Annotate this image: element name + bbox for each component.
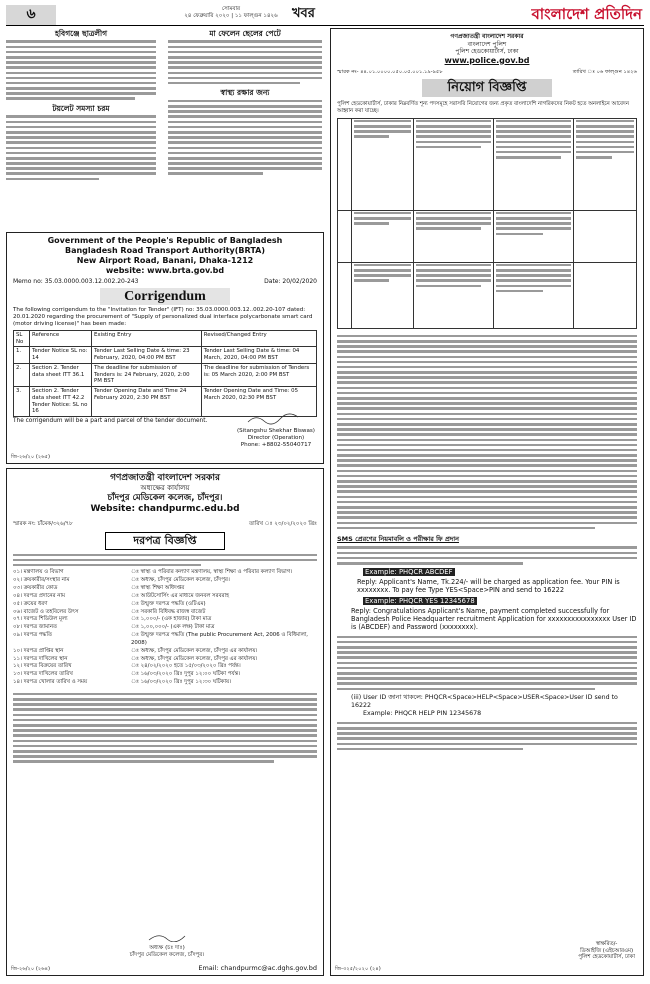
cmc-email: Email: chandpurmc@ac.dghs.gov.bd xyxy=(198,963,317,972)
brta-code: জি-২৬/২০ (২৬৫) xyxy=(11,453,51,460)
brta-signature: (Sitangshu Shekhar Biswas) Director (Operation) Phone: +8802-55040717 xyxy=(237,413,315,449)
list-item: ০৪। দরপত্র প্রদানের নাম ঃ আউটসোর্সিং এর মাধ্যমে জনবল সরবরাহ xyxy=(13,592,229,599)
brta-website: website: www.brta.gov.bd xyxy=(105,266,225,275)
brta-org: Bangladesh Road Transport Authority(BRTA) xyxy=(64,246,266,255)
sms-reply-2: Reply: Congratulations Applicant's Name, payment completed successfully for Bangladesh Police Headquarter recruitment Application for xxxxxxxxxxxxxxxx User ID is (ABCDEF) and Password (xxxxxxxx). xyxy=(351,607,637,632)
police-date: তারিখ ঃ ০৬ ফাল্গুন ১৪২৬ xyxy=(572,68,637,75)
police-code: জি-৩২৫/২০২০ (২৪) xyxy=(335,965,381,972)
table-row: 1. Tender Notice SL no: 14 Tender Last Selling Date & time: 23 February, 2020, 04:00 PM BST Tender Last Selling Date & time: 04 March, 2020, 04:00 PM BST xyxy=(14,347,317,364)
list-item: ১০। দরপত্র প্রাপ্তির স্থান ঃ অধ্যক্ষ, চাঁদপুর মেডিকেল কলেজ, চাঁদপুর এর কার্যালয়। xyxy=(13,647,258,654)
police-post-table xyxy=(337,118,637,329)
cmc-title: দরপত্র বিজ্ঞপ্তি xyxy=(105,532,225,550)
table-row: 2. Section 2. Tender data sheet ITT 36.1 The deadline for submission of Tenders is: 24 February, 2020, 2:00 PM BST The deadline for submission of Tenders is: 05 March 2020, 2:00 PM BST xyxy=(14,363,317,386)
cmc-website: Website: chandpurmc.edu.bd xyxy=(90,503,240,514)
list-item: ০৩। ক্রয়কারীর কোড ঃ স্বাস্থ্য শিক্ষা অধিদপ্তর xyxy=(13,585,185,592)
news-headline-1: হবিগঞ্জে ছাত্রলীগ xyxy=(54,29,108,38)
table-row xyxy=(338,210,637,262)
list-item: ১১। দরপত্র দাখিলের স্থান ঃ অধ্যক্ষ, চাঁদপুর মেডিকেল কলেজ, চাঁদপুর এর কার্যালয়। xyxy=(13,655,258,662)
news-headline-4: স্বাস্থ্য রক্ষার জন্য xyxy=(220,88,270,98)
police-intro: পুলিশ হেডকোয়ার্টার্স, ঢাকার নিম্নবর্ণিত শূন্য পদসমূহে সরাসরি নিয়োগের জন্য প্রকৃত বাংলাদেশি নাগরিকদের নিকট হতে অনলাইনে আবেদন আহ্বান করা যাচ্ছে। xyxy=(337,101,629,114)
sms-section-title: SMS প্রেরণের নিয়মাবলি ও পরীক্ষার ফি প্রদান xyxy=(337,535,459,544)
sms-example-1: Example: PHQCR ABCDEF xyxy=(365,567,453,576)
page-number: ৬ xyxy=(6,5,56,25)
cmc-date: তারিখ ঃ ২৩/০২/২০২০ খ্রিঃ xyxy=(249,520,317,527)
list-item: ১৩। দরপত্র দাখিলের তারিখ ঃ ১৬/০৩/২০২০ খ্রিঃ দুপুর ১২:০০ ঘটিকা পর্যন্ত। xyxy=(13,671,241,678)
sms-reply-1: Reply: Applicant's Name, Tk.224/- will be charged as application fee. Your PIN is xxxxxxxx. To pay fee Type YES<Space>PIN and send to 16222 xyxy=(357,578,620,595)
sms-example-2: Example: PHQCR YES 12345678 xyxy=(365,596,475,605)
table-row xyxy=(338,118,637,210)
brta-table: SL No Reference Existing Entry Revised/Changed Entry 1. Tender Notice SL no: 14 Tender Last Selling Date & time: 23 February, 2020, 04:00 PM BST Tender Last Selling Date & time: 04 March, 2020, 04:00 PM BST 2. Section 2. Tender data sheet ITT 36.1 The deadline for submission of Tenders is: 24 February, 2020, 2:00 PM BST The deadline for submission of Tenders is: 05 March 2020, 2:00 PM BST 3. Section 2. Tender data sheet ITT 42.2 Tender Notice: SL no 16 Tender Opening Date and Time 24 February 2020, 2:30 PM BST Tender Opening Date and Time: 05 March 2020, 02:30 PM BST xyxy=(13,330,317,417)
table-row xyxy=(338,262,637,328)
police-memo: স্মারক নং- ৪৪.০১.০০০০.০৫০.০৫.০০১.১৯-৯৫৮ xyxy=(337,68,443,75)
news-headline-3: টয়লেট সমস্যা চরম xyxy=(52,104,110,114)
brta-memo: Memo no: 35.03.0000.003.12.002.20-243 xyxy=(13,278,139,285)
chandpur-tender-ad xyxy=(6,468,324,976)
police-signature: স্বাক্ষরিত/- ডিআইজি (এইচআরএম) পুলিশ হেডকোয়ার্টার্স, ঢাকা xyxy=(578,940,635,961)
brta-intro: The following corrigendum to the "Invitation for Tender" (IFT) no: 35.03.0000.003.12..002.20-107 dated: 20.01.2020 regarding the procurement of "Supply of personalized dual interface polycarbonate smart card (motor driving license)" has been made: xyxy=(13,307,313,327)
news-col-2 xyxy=(168,28,322,175)
cmc-signature: অধ্যক্ষ (চঃ দাঃ) চাঁদপুর মেডিকেল কলেজ, চাঁদপুর। xyxy=(97,932,237,959)
list-item: ০৯। দরপত্র পদ্ধতি ঃ উন্মুক্ত দরপত্র পদ্ধতি (The public Procurement Act, 2006 ও বিধিমালা, 2008) xyxy=(13,632,309,646)
signature-scribble xyxy=(147,932,187,942)
sms-pin-help: Example: PHQCR HELP PIN 12345678 xyxy=(363,709,482,717)
police-gov: গণপ্রজাতন্ত্রী বাংলাদেশ সরকার xyxy=(450,33,524,40)
news-col-1 xyxy=(6,28,156,180)
signature-scribble xyxy=(246,413,306,425)
news-headline-2: মা ফেলেন ছেলের পেটে xyxy=(209,29,281,38)
list-item: ০২। ক্রয়কারীর/সংস্থার নাম ঃ অধ্যক্ষ, চাঁদপুর মেডিকেল কলেজ, চাঁদপুর। xyxy=(13,577,230,584)
news-area xyxy=(6,28,322,228)
cmc-gov: গণপ্রজাতন্ত্রী বাংলাদেশ সরকার xyxy=(110,473,220,483)
cmc-memo: স্মারক নং: চাঁমেক/৩২৬/৭৮ xyxy=(13,520,73,527)
brta-corrigendum-ad xyxy=(6,232,324,464)
cmc-items xyxy=(13,569,317,686)
list-item: ১২। দরপত্র বিক্রয়ের তারিখ ঃ ২৪/০২/২০২০ হতে ১৫/০৩/২০২০ খ্রিঃ পর্যন্ত। xyxy=(13,663,241,670)
brta-footer: The corrigendum will be a part and parcel of the tender document. xyxy=(13,418,208,425)
sms-user-id-help: (iii) User ID জানা থাকলে: PHQCR<Space>HELP<Space>USER<Space>User ID send to 16222 xyxy=(351,694,618,710)
police-dept: পুলিশ হেডকোয়ার্টার্স, ঢাকা xyxy=(455,48,519,55)
section-name: খবর xyxy=(292,6,315,21)
list-item: ১৪। দরপত্র খোলার তারিখ ও সময় ঃ ১৬/০৩/২০২০ খ্রিঃ দুপুর ১২:৩০ ঘটিকায়। xyxy=(13,679,232,686)
police-recruitment-ad xyxy=(330,28,644,976)
brta-gov: Government of the People's Republic of Bangladesh xyxy=(47,236,283,245)
list-item: ০৫। ক্রয়ের ধরণ ঃ উন্মুক্ত দরপত্র পদ্ধতি (ওটিএম) xyxy=(13,600,206,607)
police-org: বাংলাদেশ পুলিশ xyxy=(467,40,507,48)
police-title: নিয়োগ বিজ্ঞপ্তি xyxy=(422,79,552,97)
brta-title: Corrigendum xyxy=(100,288,230,306)
cmc-college: চাঁদপুর মেডিকেল কলেজ, চাঁদপুর। xyxy=(107,493,223,503)
brta-address: New Airport Road, Banani, Dhaka-1212 xyxy=(76,256,254,265)
list-item: ০১। মন্ত্রণালয় ও বিভাগ ঃ স্বাস্থ্য ও পরিবার কল্যাণ মন্ত্রণালয়, স্বাস্থ্য শিক্ষা ও পরিবার কল্যাণ বিভাগ। xyxy=(13,569,293,576)
brta-date: Date: 20/02/2020 xyxy=(264,278,317,285)
cmc-code: জি-২৬/২০ (২৬৪) xyxy=(11,965,51,972)
masthead xyxy=(6,4,644,26)
list-item: ০৬। বাজেট ও তহবিলের উৎস ঃ সরকারি বিধিবদ্ধ রাজস্ব বাজেট xyxy=(13,608,206,615)
cmc-office: অধ্যক্ষের কার্যালয় xyxy=(140,484,190,493)
list-item: ০৭। দরপত্র শিডিউল মূল্য ঃ ১,০০০/- (এক হাজার) টাকা মাত্র xyxy=(13,616,212,623)
masthead-date: সোমবার ২৪ ফেব্রুয়ারি ২০২০ | ১১ ফাল্গুন ১৪২৬ xyxy=(184,6,278,20)
list-item: ০৮। দরপত্র জামানত ঃ ১,০০,০০০/- (এক লক্ষ) টাকা মাত্র xyxy=(13,624,215,631)
police-website: www.police.gov.bd xyxy=(444,55,530,65)
table-row: 3. Section 2. Tender data sheet ITT 42.2 Tender Notice: SL no 16 Tender Opening Date and Time 24 February 2020, 2:30 PM BST Tender Opening Date and Time: 05 March 2020, 02:30 PM BST xyxy=(14,387,317,417)
newspaper-logo: বাংলাদেশ প্রতিদিন xyxy=(531,5,642,23)
